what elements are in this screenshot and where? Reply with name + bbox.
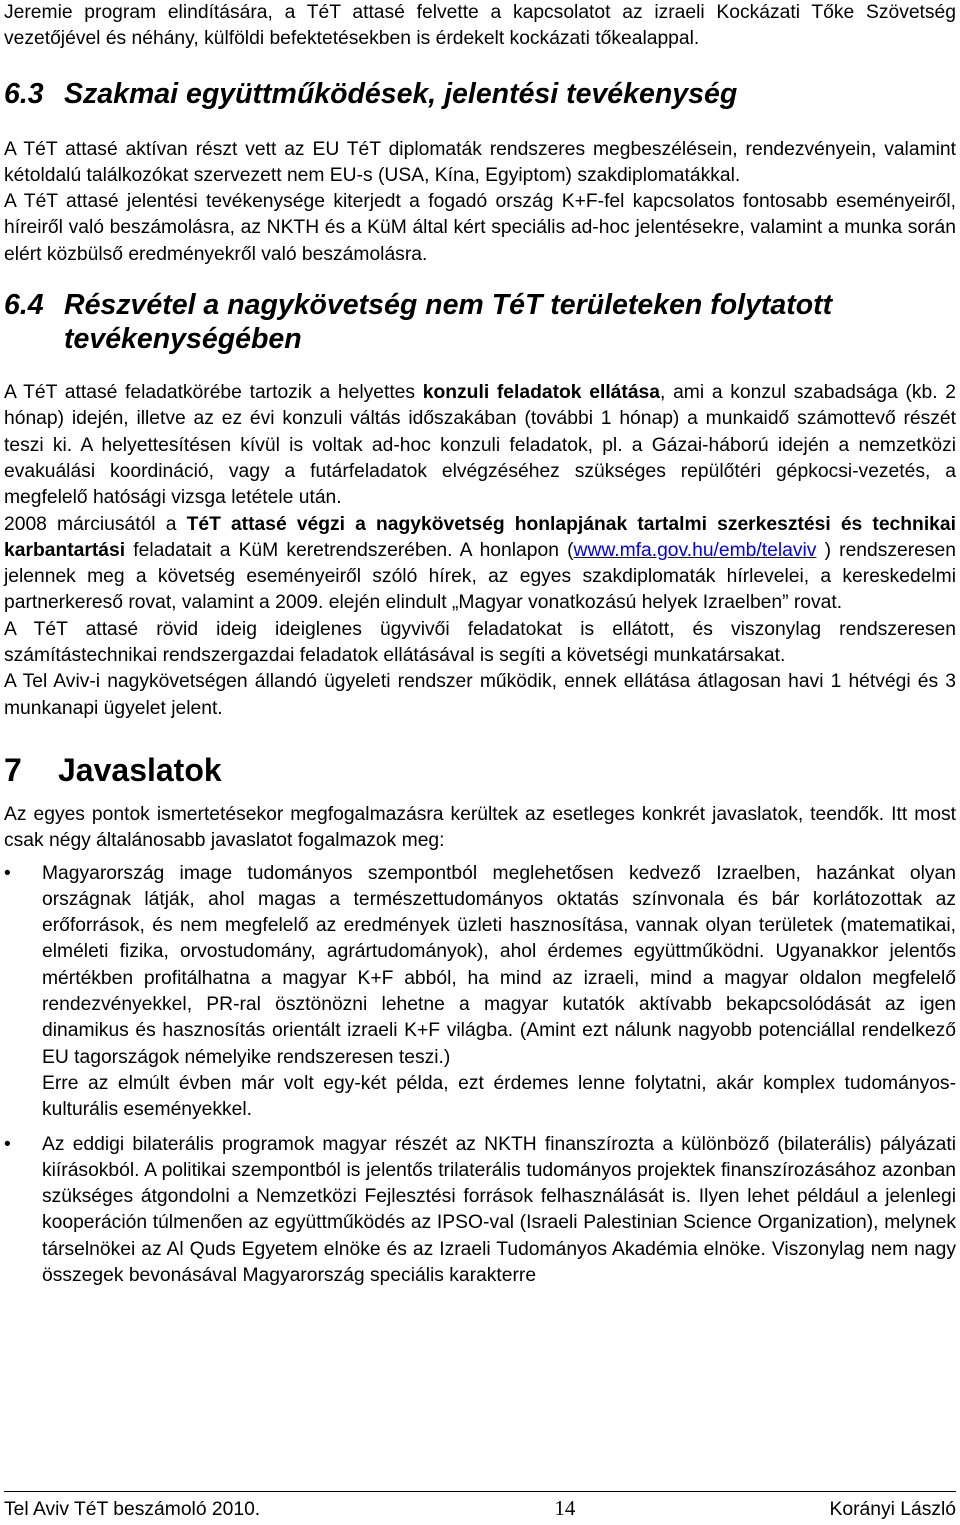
list-item xyxy=(4,861,956,1124)
intro-paragraph: Jeremie program elindítására, a TéT attasé felvette a kapcsolatot az izraeli Kockázati Tőke Szövetség vezetőjével és néhány, külföldi befektetésekben is érdekelt kockázati tőkealappal. xyxy=(4,2,956,50)
section-6-4-heading xyxy=(4,288,956,356)
text-run: ) rendszeresen jelennek meg a követség eseményeiről szóló hírek, az egyes szakdiplomaták hírlevelei, a kereskedelmi partnerkereső rovat, valamint a 2009. elején elindult „Magyar vonatkozású helyek Izraelben” rovat. xyxy=(4,539,956,614)
section-number: 7 xyxy=(4,751,22,788)
sec64-paragraph-2 xyxy=(4,512,956,617)
sec64-paragraph-4: A Tel Aviv-i nagykövetségen állandó ügyeleti rendszer működik, ennek ellátása átlagosan havi 1 hétvégi és 3 munkanapi ügyelet jelent. xyxy=(4,671,956,719)
section-7-heading xyxy=(4,750,956,790)
footer-report-title: Tel Aviv TéT beszámoló 2010. xyxy=(4,1499,261,1520)
section-title: Szakmai együttműködések, jelentési tevékenység xyxy=(64,77,738,110)
bold-text: konzuli feladatok ellátása xyxy=(422,382,660,404)
bullet-icon: • xyxy=(4,1133,11,1155)
recommendation-text-continued: Erre az elmúlt évben már volt egy-két példa, ezt érdemes lenne folytatni, akár komplex tudományos-kulturális eseményekkel. xyxy=(42,1072,956,1121)
sec64-paragraph-1 xyxy=(4,380,956,511)
page-footer xyxy=(4,1491,956,1522)
bullet-icon: • xyxy=(4,862,11,884)
sec63-paragraph-2: A TéT attasé jelentési tevékenysége kiterjedt a fogadó ország K+F-fel kapcsolatos fontosabb eseményeiről, híreiről való beszámolásra, az NKTH és a KüM által kért speciális ad-hoc jelentésekre, valamint a munka során elért közbülső eredményekről való beszámolásra. xyxy=(4,191,956,265)
sec64-paragraph-3: A TéT attasé rövid ideig ideiglenes ügyvivői feladatokat is ellátott, és viszonylag rendszeresen számítástechnikai rendszergazdai feladatok ellátásával is segíti a követségi munkatársakat. xyxy=(4,618,956,667)
document-page xyxy=(4,0,956,1289)
text-run: A TéT attasé feladatkörébe tartozik a helyettes xyxy=(4,382,423,404)
text-run: , ami a konzul szabadsága (kb. 2 hónap) idején, illetve az ez évi konzuli váltás időszakában (további 1 hónap) a munkaidő számottevő részét teszi ki. A helyettesítésen kívül is voltak ad-hoc konzuli feladatok, pl. a Gázai-háború idején a nemzetközi evakuálási koordináció, vagy a futárfeladatok elvégzéséhez szükséges repülőtéri gépkocsi-vezetés, a megfelelő hatósági vizsga letétele után. xyxy=(4,382,956,509)
embassy-website-link[interactable]: www.mfa.gov.hu/emb/telaviv xyxy=(573,539,817,561)
list-item xyxy=(4,1132,956,1290)
sec63-paragraph-1: A TéT attasé aktívan részt vett az EU TéT diplomaták rendszeres megbeszélésein, rendezvényein, valamint kétoldalú találkozókat szervezett nem EU-s (USA, Kína, Egyiptom) szakdiplomatákkal. xyxy=(4,138,956,186)
recommendation-text: Az eddigi bilaterális programok magyar részét az NKTH finanszírozta a különböző (bilaterális) pályázati kiírásokból. A politikai szempontból is jelentős trilaterális tudományos projektek finanszírozásához azonban szükséges átgondolni a Nemzetközi Fejlesztési források felhasználását is. Ilyen lehet például a jelenlegi kooperáción túlmenően az együttműködés az IPSO-val (Israeli Palestinian Science Organization), melynek társelnökei az Al Quds Egyetem elnöke és az Izraeli Tudományos Akadémia elnöke. Viszonylag nem nagy összegek bevonásával Magyarország speciális karakterre xyxy=(42,1133,956,1286)
footer-author: Korányi László xyxy=(829,1499,956,1520)
recommendation-list xyxy=(4,861,956,1290)
page-number: 14 xyxy=(554,1496,576,1520)
section-title: Javaslatok xyxy=(58,751,222,788)
section-6-3-heading xyxy=(4,77,956,111)
bold-text: TéT attasé végzi a nagykövetség honlapjának tartalmi szerkesztési és technikai karbantartási xyxy=(4,513,956,561)
section-number: 6.4 xyxy=(4,289,44,322)
recommendation-text: Magyarország image tudományos szempontból meglehetősen kedvező Izraelben, hazánkat olyan országnak látják, ahol magas a természettudományos oktatás színvonala és bár korlátozottak az erőforrások, és nem megfelelő az eredmények üzleti hasznosítása, vannak olyan területek (matematikai, elméleti fizika, orvostudomány, agrártudományok), ahol érdemes együttműködni. Ugyanakkor jelentős mértékben profitálhatna a magyar K+F abból, ha mind az izraeli, mind a magyar oldalon megfelelő rendezvényekkel, PR-ral ösztönözni lehetne a magyar kutatók aktívabb bekapcsolódását az igen dinamikus és hasznosítás orientált izraeli K+F világba. (Amint ezt nálunk nagyobb potenciállal rendelkező EU tagországok némelyike rendszeresen teszi.) xyxy=(42,862,956,1068)
section-number: 6.3 xyxy=(4,77,44,110)
sec7-intro-paragraph: Az egyes pontok ismertetésekor megfogalmazásra kerültek az esetleges konkrét javaslatok, teendők. Itt most csak négy általánosabb javaslatot fogalmazok meg: xyxy=(4,803,956,852)
section-title: Részvétel a nagykövetség nem TéT területeken folytatott tevékenységében xyxy=(64,289,833,356)
text-run: feladatait a KüM keretrendszerében. A honlapon ( xyxy=(125,539,574,561)
text-run: 2008 márciusától a xyxy=(4,513,187,535)
